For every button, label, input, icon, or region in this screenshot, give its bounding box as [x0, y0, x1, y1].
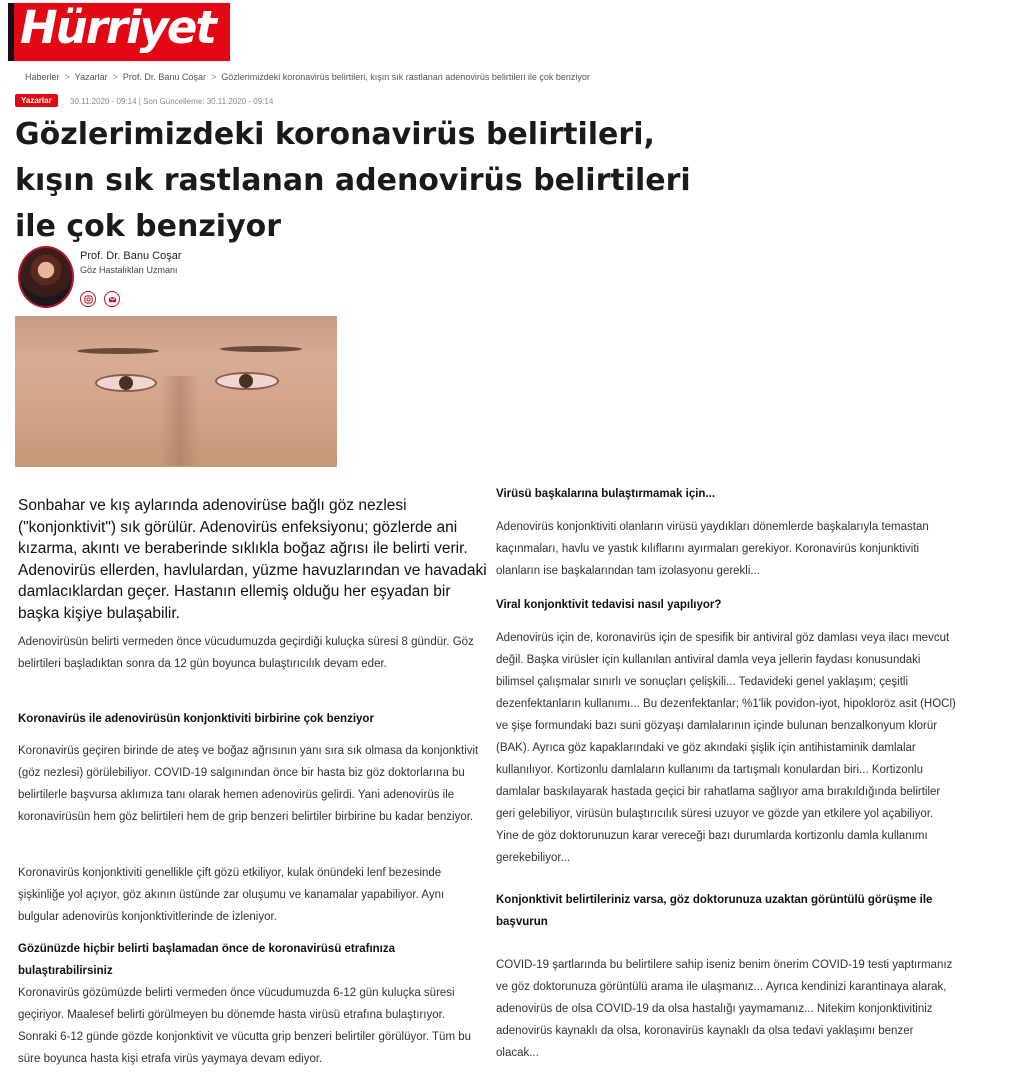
paragraph-4: Koronavirüs gözümüzde belirti vermeden önce vücudumuzda 6-12 gün kuluçka süresi geçiriyor. Maalesef belirti görülmeyen bu dönemde hasta virüsü etrafına bulaştırıyor. Sonraki 6-12 günde gözde konjonktivit ve vücutta grip benzeri belirtiler görülüyor. Tüm bu süre boyunca hasta kişi etrafa virüs yaymaya devam ediyor. [18, 987, 472, 1065]
logo-text: Hürriyet [20, 3, 215, 54]
section-heading-3: Virüsü başkalarına bulaştırmamak için... [496, 488, 716, 500]
left-eye [95, 374, 157, 392]
paragraph-7: COVID-19 şartlarında bu belirtilere sahip iseniz benim önerim COVID-19 testi yaptırmanız ve göz doktorunuza görüntülü arama ile ulaşmanız... Ayrıca kendinizi karantinaya alarak, adenovirüs de olsa COVID-19 da olsa hastalığı yaymamanız... Nitekim konjonktivitiniz adenovirüs kaynaklı da olsa, koronavirüs kaynaklı da olsa tedavi yaklaşımı benzer olacak... [496, 959, 953, 1059]
section-heading-1: Koronavirüs ile adenovirüsün konjonktiviti birbirine çok benziyor [18, 713, 374, 725]
logo-bar [8, 3, 14, 61]
publish-dates: 30.11.2020 - 09:14 | Son Güncelleme: 30.11.2020 - 09:14 [70, 97, 274, 106]
article-headline: Gözlerimizdeki koronavirüs belirtileri, kışın sık rastlanan adenovirüs belirtileri ile çok benziyor [15, 117, 691, 244]
article-lead: Sonbahar ve kış aylarında adenovirüse bağlı göz nezlesi ("konjonktivit") sık görülür. Adenovirüs enfeksiyonu; gözlerde ani kızarma, akıntı ve beraberinde sıklıkla boğaz ağrısı ile belirti verir. Adenovirüs ellerden, havlulardan, yüzme havuzlarından ve havadaki damlacıklardan geçer. Hastanın ellemiş olduğu her eşyadan bir başka kişiye bulaşabilir. [18, 497, 487, 622]
author-avatar[interactable] [18, 246, 74, 308]
paragraph-6: Adenovirüs için de, koronavirüs için de spesifik bir antiviral göz damlası veya ilacı mevcut değil. Başka virüsler için kullanılan antiviral damla veya jellerin faydası konusundaki bilimsel çalışmalar sınırlı ve sonuçları çelişkili... Tedavideki genel yaklaşım; çeşitli dezenfektanların kullanımı... Bu dezenfektanlar; %1'lik povidon-iyot, hipokloröz asit (HOCl) ve şişe formundaki bazı suni gözyaşı damlalarının içinde bulunan benzalkonyum klorür (BAK). Ayrıca göz kapaklarındaki ve göz akındaki şişlik için antihistaminik damlalar kullanılıyor. Kortizonlu damlaların kullanımı da tartışmalı konulardan biri... Kortizonlu damlalar baskılayarak hastada geçici bir rahatlama sağlıyor ama bırakıldığında belirtiler geri gelebiliyor, virüsün bulaştırıcılık süresi uzuyor ve gözde yan etkilere yol açabiliyor. Yine de göz doktorunuzun karar vereceği bazı durumlarda kortizonlu damla kullanımı gerekebiliyor... [496, 632, 956, 864]
right-eyebrow [220, 346, 302, 352]
paragraph-2: Koronavirüs geçiren birinde de ateş ve boğaz ağrısının yanı sıra sık olmasa da konjonktivit (göz nezlesi) görülebiliyor. COVID-19 salgınından önce bir hasta biz göz doktorlarına bu belirtilerle başvursa aklımıza tanı olarak hemen adenovirüs gelirdi. Yani adenovirüs ile koronavirüsün hem göz belirtileri hem de grip benzeri belirtiler birbirine bu kadar benziyor. [18, 745, 479, 823]
instagram-icon[interactable] [80, 291, 96, 307]
breadcrumb-item-yazarlar[interactable]: Yazarlar [74, 72, 108, 82]
breadcrumb-separator: > [112, 72, 118, 82]
section-heading-5: Konjonktivit belirtileriniz varsa, göz doktorunuza uzaktan görüntülü görüşme ile başvurun [496, 894, 933, 928]
author-title: Göz Hastalıkları Uzmanı [80, 265, 178, 275]
breadcrumb-item-haberler[interactable]: Haberler [25, 72, 60, 82]
section-heading-4: Viral konjonktivit tedavisi nasıl yapılıyor? [496, 599, 722, 611]
right-eye [215, 372, 279, 390]
breadcrumb-separator: > [64, 72, 70, 82]
hurriyet-logo[interactable] [8, 3, 230, 61]
breadcrumb-separator: > [210, 72, 217, 82]
section-heading-2: Gözünüzde hiçbir belirti başlamadan önce de koronavirüsü etrafınıza bulaştırabilirsiniz [18, 943, 396, 977]
nose [160, 376, 200, 466]
left-eyebrow [77, 348, 159, 354]
paragraph-3: Koronavirüs konjonktiviti genellikle çift gözü etkiliyor, kulak önündeki lenf bezesinde şişkinliğe yol açıyor, göz akının üstünde zar oluşumu ve kanamalar yapabiliyor. Aynı bulgular adenovirüs konjonktivitlerinde de izleniyor. [18, 867, 445, 923]
paragraph-5: Adenovirüs konjonktiviti olanların virüsü yaydıkları dönemlerde başkalarıyla temastan kaçınmaları, havlu ve yastık kılıflarını ayırmaları gerekiyor. Koronavirüs konjunktiviti olanların ise başkalarından tam izolasyonu gerekli... [496, 521, 929, 577]
breadcrumb-item-current: Gözlerimizdeki koronavirüs belirtileri, kışın sık rastlanan adenovirüs belirtileri ile çok benziyor [221, 72, 590, 82]
paragraph-1: Adenovirüsün belirti vermeden önce vücudumuzda geçirdiği kuluçka süresi 8 gündür. Göz belirtileri başladıktan sonra da 12 gün boyunca bulaştırıcılık devam eder. [18, 636, 474, 670]
category-badge[interactable]: Yazarlar [15, 94, 58, 107]
article-photo [15, 316, 337, 467]
breadcrumb-item-author[interactable]: Prof. Dr. Banu Coşar [122, 72, 206, 82]
author-name[interactable]: Prof. Dr. Banu Coşar [80, 250, 182, 262]
mail-icon[interactable] [104, 291, 120, 307]
breadcrumb [25, 72, 590, 82]
